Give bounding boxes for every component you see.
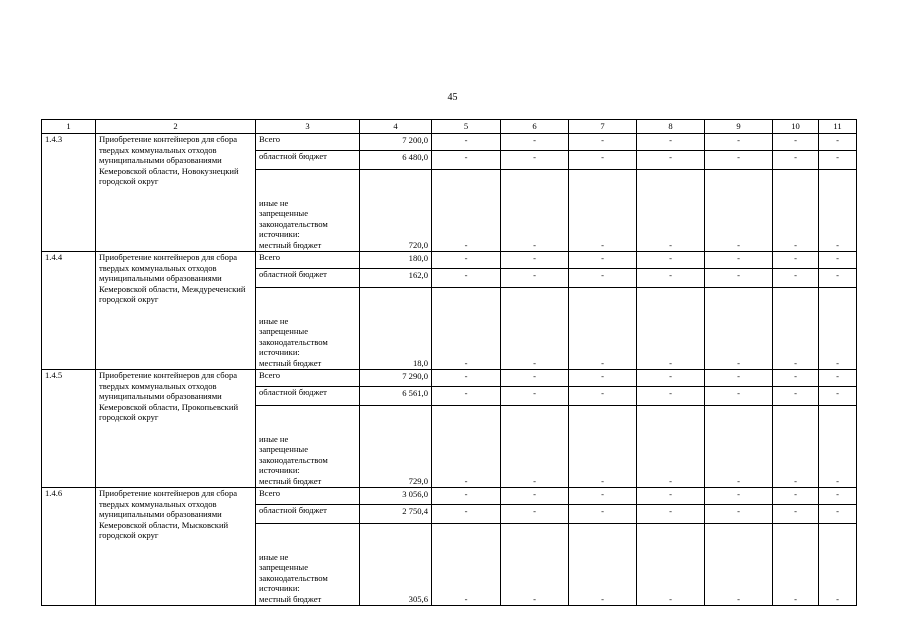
regional-value: 162,0 bbox=[360, 269, 432, 288]
empty-value-dash: - bbox=[501, 488, 569, 505]
total-value: 180,0 bbox=[360, 252, 432, 269]
empty-value-dash: - bbox=[432, 134, 501, 151]
empty-value-dash: - bbox=[705, 151, 773, 170]
empty-value-dash: - bbox=[569, 252, 637, 269]
source-other-line: иные не bbox=[259, 551, 289, 562]
header-cell: 5 bbox=[432, 120, 501, 134]
empty-value-dash: - bbox=[773, 505, 819, 524]
empty-value-dash: - bbox=[819, 524, 857, 606]
empty-value-dash: - bbox=[569, 370, 637, 387]
empty-value-dash: - bbox=[501, 151, 569, 170]
empty-value-dash: - bbox=[705, 269, 773, 288]
empty-value-dash: - bbox=[773, 269, 819, 288]
empty-value-dash: - bbox=[569, 134, 637, 151]
header-cell: 8 bbox=[637, 120, 705, 134]
source-regional-label: областной бюджет bbox=[256, 387, 360, 406]
item-name: Приобретение контейнеров для сбора твердых коммунальных отходов муниципальными образованиями Кемеровской области, Междуреченский городской округ bbox=[96, 252, 256, 370]
empty-value-dash: - bbox=[432, 288, 501, 370]
item-number: 1.4.3 bbox=[42, 134, 96, 252]
regional-value: 2 750,4 bbox=[360, 505, 432, 524]
empty-value-dash: - bbox=[705, 406, 773, 488]
table-row bbox=[42, 252, 857, 269]
local-value: 729,0 bbox=[360, 406, 432, 488]
empty-value-dash: - bbox=[773, 387, 819, 406]
empty-value-dash: - bbox=[501, 288, 569, 370]
header-row bbox=[42, 120, 857, 134]
empty-value-dash: - bbox=[773, 524, 819, 606]
table-row bbox=[42, 370, 857, 387]
empty-value-dash: - bbox=[819, 170, 857, 252]
source-other-line: источники: bbox=[259, 229, 300, 239]
header-cell: 9 bbox=[705, 120, 773, 134]
empty-value-dash: - bbox=[637, 288, 705, 370]
empty-value-dash: - bbox=[637, 370, 705, 387]
source-total-label: Всего bbox=[256, 370, 360, 387]
empty-value-dash: - bbox=[501, 370, 569, 387]
source-regional-label: областной бюджет bbox=[256, 269, 360, 288]
header-cell: 3 bbox=[256, 120, 360, 134]
empty-value-dash: - bbox=[569, 387, 637, 406]
empty-value-dash: - bbox=[819, 505, 857, 524]
header-cell: 7 bbox=[569, 120, 637, 134]
item-number: 1.4.5 bbox=[42, 370, 96, 488]
item-number: 1.4.4 bbox=[42, 252, 96, 370]
source-other-line: запрещенные bbox=[259, 326, 309, 336]
empty-value-dash: - bbox=[501, 524, 569, 606]
empty-value-dash: - bbox=[432, 505, 501, 524]
empty-value-dash: - bbox=[569, 170, 637, 252]
empty-value-dash: - bbox=[705, 252, 773, 269]
source-other-line: местный бюджет bbox=[259, 593, 322, 604]
source-other-line: источники: bbox=[259, 465, 300, 475]
source-other-label bbox=[256, 406, 360, 488]
source-other-line: местный бюджет bbox=[259, 239, 322, 250]
empty-value-dash: - bbox=[432, 524, 501, 606]
header-cell: 2 bbox=[96, 120, 256, 134]
empty-value-dash: - bbox=[819, 370, 857, 387]
empty-value-dash: - bbox=[432, 151, 501, 170]
source-other-label bbox=[256, 288, 360, 370]
total-value: 3 056,0 bbox=[360, 488, 432, 505]
empty-value-dash: - bbox=[773, 151, 819, 170]
empty-value-dash: - bbox=[637, 151, 705, 170]
header-cell: 4 bbox=[360, 120, 432, 134]
empty-value-dash: - bbox=[637, 252, 705, 269]
empty-value-dash: - bbox=[819, 252, 857, 269]
empty-value-dash: - bbox=[773, 252, 819, 269]
source-other-label bbox=[256, 170, 360, 252]
source-other-line: запрещенные bbox=[259, 562, 309, 572]
empty-value-dash: - bbox=[819, 288, 857, 370]
header-cell: 10 bbox=[773, 120, 819, 134]
empty-value-dash: - bbox=[432, 252, 501, 269]
empty-value-dash: - bbox=[432, 387, 501, 406]
header-cell: 6 bbox=[501, 120, 569, 134]
empty-value-dash: - bbox=[819, 387, 857, 406]
source-other-line: местный бюджет bbox=[259, 357, 322, 368]
item-name: Приобретение контейнеров для сбора твердых коммунальных отходов муниципальными образованиями Кемеровской области, Прокопьевский городской округ bbox=[96, 370, 256, 488]
empty-value-dash: - bbox=[432, 488, 501, 505]
empty-value-dash: - bbox=[432, 170, 501, 252]
source-other-line: местный бюджет bbox=[259, 475, 322, 486]
empty-value-dash: - bbox=[569, 269, 637, 288]
empty-value-dash: - bbox=[705, 170, 773, 252]
source-other-line: законодательством bbox=[259, 336, 328, 347]
empty-value-dash: - bbox=[819, 488, 857, 505]
header-cell: 1 bbox=[42, 120, 96, 134]
empty-value-dash: - bbox=[705, 288, 773, 370]
empty-value-dash: - bbox=[705, 505, 773, 524]
local-value: 720,0 bbox=[360, 170, 432, 252]
empty-value-dash: - bbox=[569, 488, 637, 505]
table-row bbox=[42, 134, 857, 151]
empty-value-dash: - bbox=[432, 269, 501, 288]
empty-value-dash: - bbox=[819, 269, 857, 288]
empty-value-dash: - bbox=[501, 505, 569, 524]
page-number: 45 bbox=[447, 92, 458, 103]
local-value: 305,6 bbox=[360, 524, 432, 606]
source-total-label: Всего bbox=[256, 252, 360, 269]
empty-value-dash: - bbox=[637, 134, 705, 151]
empty-value-dash: - bbox=[569, 505, 637, 524]
source-other-line: запрещенные bbox=[259, 208, 309, 218]
empty-value-dash: - bbox=[501, 252, 569, 269]
empty-value-dash: - bbox=[637, 387, 705, 406]
empty-value-dash: - bbox=[773, 370, 819, 387]
empty-value-dash: - bbox=[819, 406, 857, 488]
source-other-line: иные не bbox=[259, 197, 289, 208]
empty-value-dash: - bbox=[501, 170, 569, 252]
empty-value-dash: - bbox=[569, 406, 637, 488]
regional-value: 6 480,0 bbox=[360, 151, 432, 170]
empty-value-dash: - bbox=[819, 134, 857, 151]
total-value: 7 290,0 bbox=[360, 370, 432, 387]
empty-value-dash: - bbox=[705, 524, 773, 606]
table-body bbox=[42, 120, 857, 606]
source-other-line: иные не bbox=[259, 315, 289, 326]
empty-value-dash: - bbox=[432, 406, 501, 488]
empty-value-dash: - bbox=[637, 406, 705, 488]
empty-value-dash: - bbox=[705, 370, 773, 387]
regional-value: 6 561,0 bbox=[360, 387, 432, 406]
empty-value-dash: - bbox=[773, 488, 819, 505]
empty-value-dash: - bbox=[705, 387, 773, 406]
empty-value-dash: - bbox=[637, 170, 705, 252]
source-other-line: законодательством bbox=[259, 572, 328, 583]
item-name: Приобретение контейнеров для сбора твердых коммунальных отходов муниципальными образованиями Кемеровской области, Мысковский городской округ bbox=[96, 488, 256, 606]
item-number: 1.4.6 bbox=[42, 488, 96, 606]
empty-value-dash: - bbox=[432, 370, 501, 387]
source-other-line: законодательством bbox=[259, 454, 328, 465]
source-other-line: иные не bbox=[259, 433, 289, 444]
source-regional-label: областной бюджет bbox=[256, 505, 360, 524]
empty-value-dash: - bbox=[637, 488, 705, 505]
budget-table bbox=[41, 119, 857, 606]
source-other-line: источники: bbox=[259, 583, 300, 593]
empty-value-dash: - bbox=[637, 269, 705, 288]
item-name: Приобретение контейнеров для сбора твердых коммунальных отходов муниципальными образованиями Кемеровской области, Новокузнецкий городской округ bbox=[96, 134, 256, 252]
empty-value-dash: - bbox=[773, 406, 819, 488]
source-total-label: Всего bbox=[256, 134, 360, 151]
empty-value-dash: - bbox=[501, 406, 569, 488]
empty-value-dash: - bbox=[637, 524, 705, 606]
empty-value-dash: - bbox=[705, 134, 773, 151]
source-total-label: Всего bbox=[256, 488, 360, 505]
source-other-line: законодательством bbox=[259, 218, 328, 229]
empty-value-dash: - bbox=[773, 288, 819, 370]
header-cell: 11 bbox=[819, 120, 857, 134]
empty-value-dash: - bbox=[819, 151, 857, 170]
source-regional-label: областной бюджет bbox=[256, 151, 360, 170]
local-value: 18,0 bbox=[360, 288, 432, 370]
empty-value-dash: - bbox=[501, 269, 569, 288]
empty-value-dash: - bbox=[637, 505, 705, 524]
empty-value-dash: - bbox=[501, 134, 569, 151]
empty-value-dash: - bbox=[773, 134, 819, 151]
empty-value-dash: - bbox=[705, 488, 773, 505]
source-other-label bbox=[256, 524, 360, 606]
empty-value-dash: - bbox=[773, 170, 819, 252]
source-other-line: источники: bbox=[259, 347, 300, 357]
total-value: 7 200,0 bbox=[360, 134, 432, 151]
empty-value-dash: - bbox=[569, 524, 637, 606]
empty-value-dash: - bbox=[501, 387, 569, 406]
table-row bbox=[42, 488, 857, 505]
empty-value-dash: - bbox=[569, 151, 637, 170]
empty-value-dash: - bbox=[569, 288, 637, 370]
source-other-line: запрещенные bbox=[259, 444, 309, 454]
